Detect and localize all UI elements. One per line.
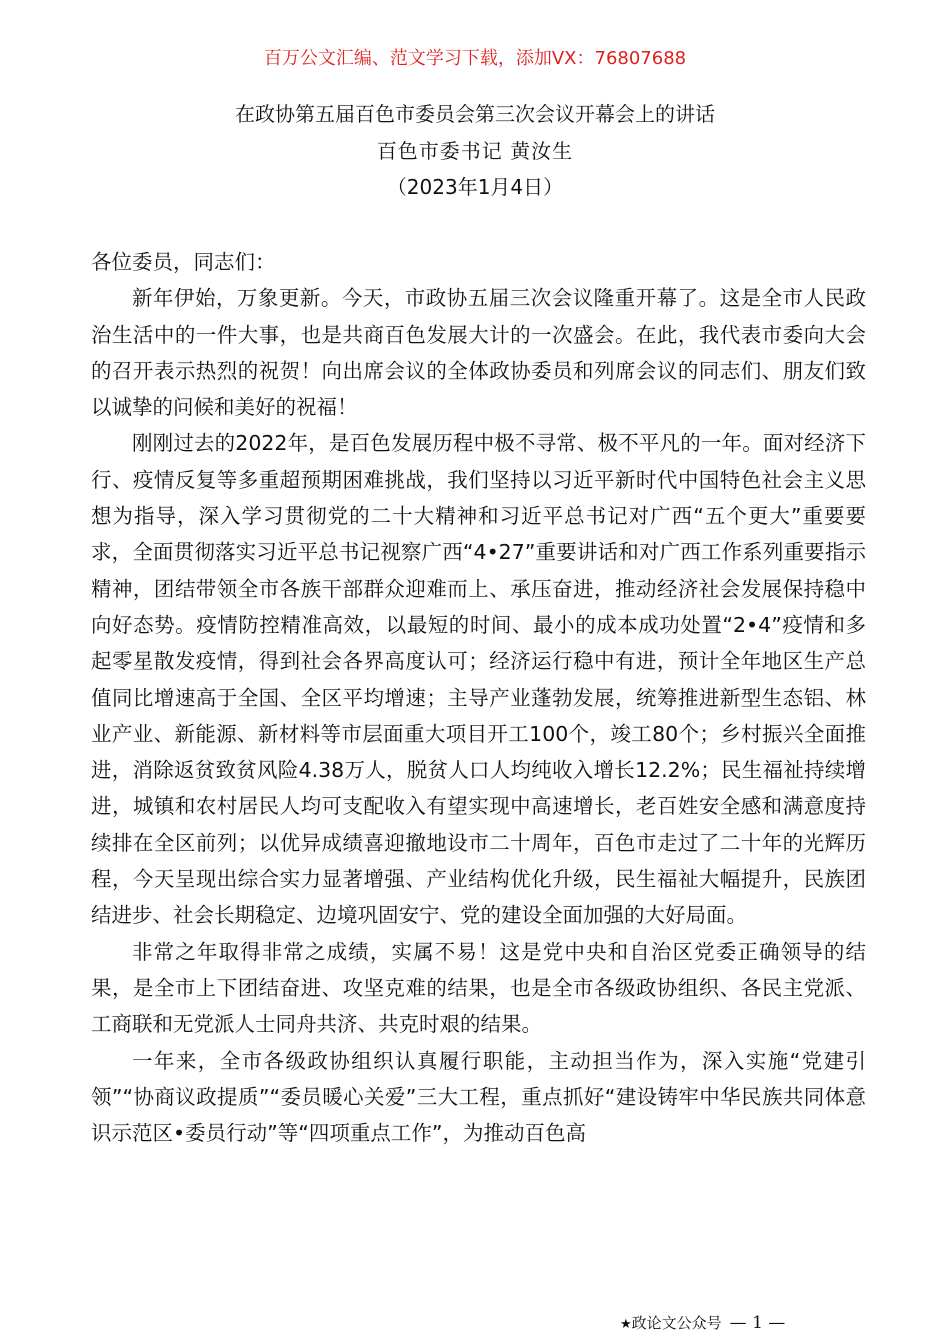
speech-title: 在政协第五届百色市委员会第三次会议开幕会上的讲话 xyxy=(235,102,715,126)
speech-author: 百色市委书记 黄汝生 xyxy=(376,139,574,163)
footer-source: 政论文公众号 xyxy=(631,1314,722,1332)
salutation: 各位委员，同志们： xyxy=(91,250,276,274)
speech-date: （2023年1月4日） xyxy=(386,175,564,199)
watermark-banner: 百万公文汇编、范文学习下载，添加VX：76807688 xyxy=(263,48,687,69)
paragraph-2: 刚刚过去的2022年，是百色发展历程中极不寻常、极不平凡的一年。面对经济下行、疫情反复等多重超预期困难挑战，我们坚持以习近平新时代中国特色社会主义思想为指导，深入学习贯彻党的二十大精神和习近平总书记对广西“五个更大”重要要求，全面贯彻落实习近平总书记视察广西“4•27”重要讲话和对广西工作系列重要指示精神，团结带领全市各族干部群众迎难而上、承压奋进，推动经济社会发展保持稳中向好态势。疫情防控精准高效，以最短的时间、最小的成本成功处置“2•4”疫情和多起零星散发疫情，得到社会各界高度认可；经济运行稳中有进，预计全年地区生产总值同比增速高于全国、全区平均增速；主导产业蓬勃发展，统筹推进新型生态铝、林业产业、新能源、新材料等市层面重大项目开工100个，竣工80个；乡村振兴全面推进，消除返贫致贫风险4.38万人，脱贫人口人均纯收入增长12.2%；民生福祉持续增进，城镇和农村居民人均可支配收入有望实现中高速增长，老百姓安全感和满意度持续排在全区前列；以优异成绩喜迎撤地设市二十周年，百色市走过了二十年的光辉历程，今天呈现出综合实力显著增强、产业结构优化升级，民生福祉大幅提升，民族团结进步、社会长期稳定、边境巩固安宁、党的建设全面加强的大好局面。 xyxy=(91,431,866,928)
page-footer xyxy=(620,1310,880,1336)
speech-body xyxy=(91,244,866,1151)
paragraph-3: 非常之年取得非常之成绩，实属不易！这是党中央和自治区党委正确领导的结果，是全市上下团结奋进、攻坚克难的结果，也是全市各级政协组织、各民主党派、工商联和无党派人士同舟共济、共克时艰的结果。 xyxy=(91,939,866,1037)
star-icon: ★ xyxy=(620,1317,632,1332)
paragraph-4: 一年来，全市各级政协组织认真履行职能，主动担当作为，深入实施“党建引领”“协商议政提质”“委员暖心关爱”三大工程，重点抓好“建设铸牢中华民族共同体意识示范区•委员行动”等“四项重点工作”，为推动百色高 xyxy=(91,1048,866,1146)
paragraph-1: 新年伊始，万象更新。今天，市政协五届三次会议隆重开幕了。这是全市人民政治生活中的一件大事，也是共商百色发展大计的一次盛会。在此，我代表市委向大会的召开表示热烈的祝贺！向出席会议的全体政协委员和列席会议的同志们、朋友们致以诚挚的问候和美好的祝福！ xyxy=(91,286,866,420)
page-number: — 1 — xyxy=(729,1313,786,1333)
